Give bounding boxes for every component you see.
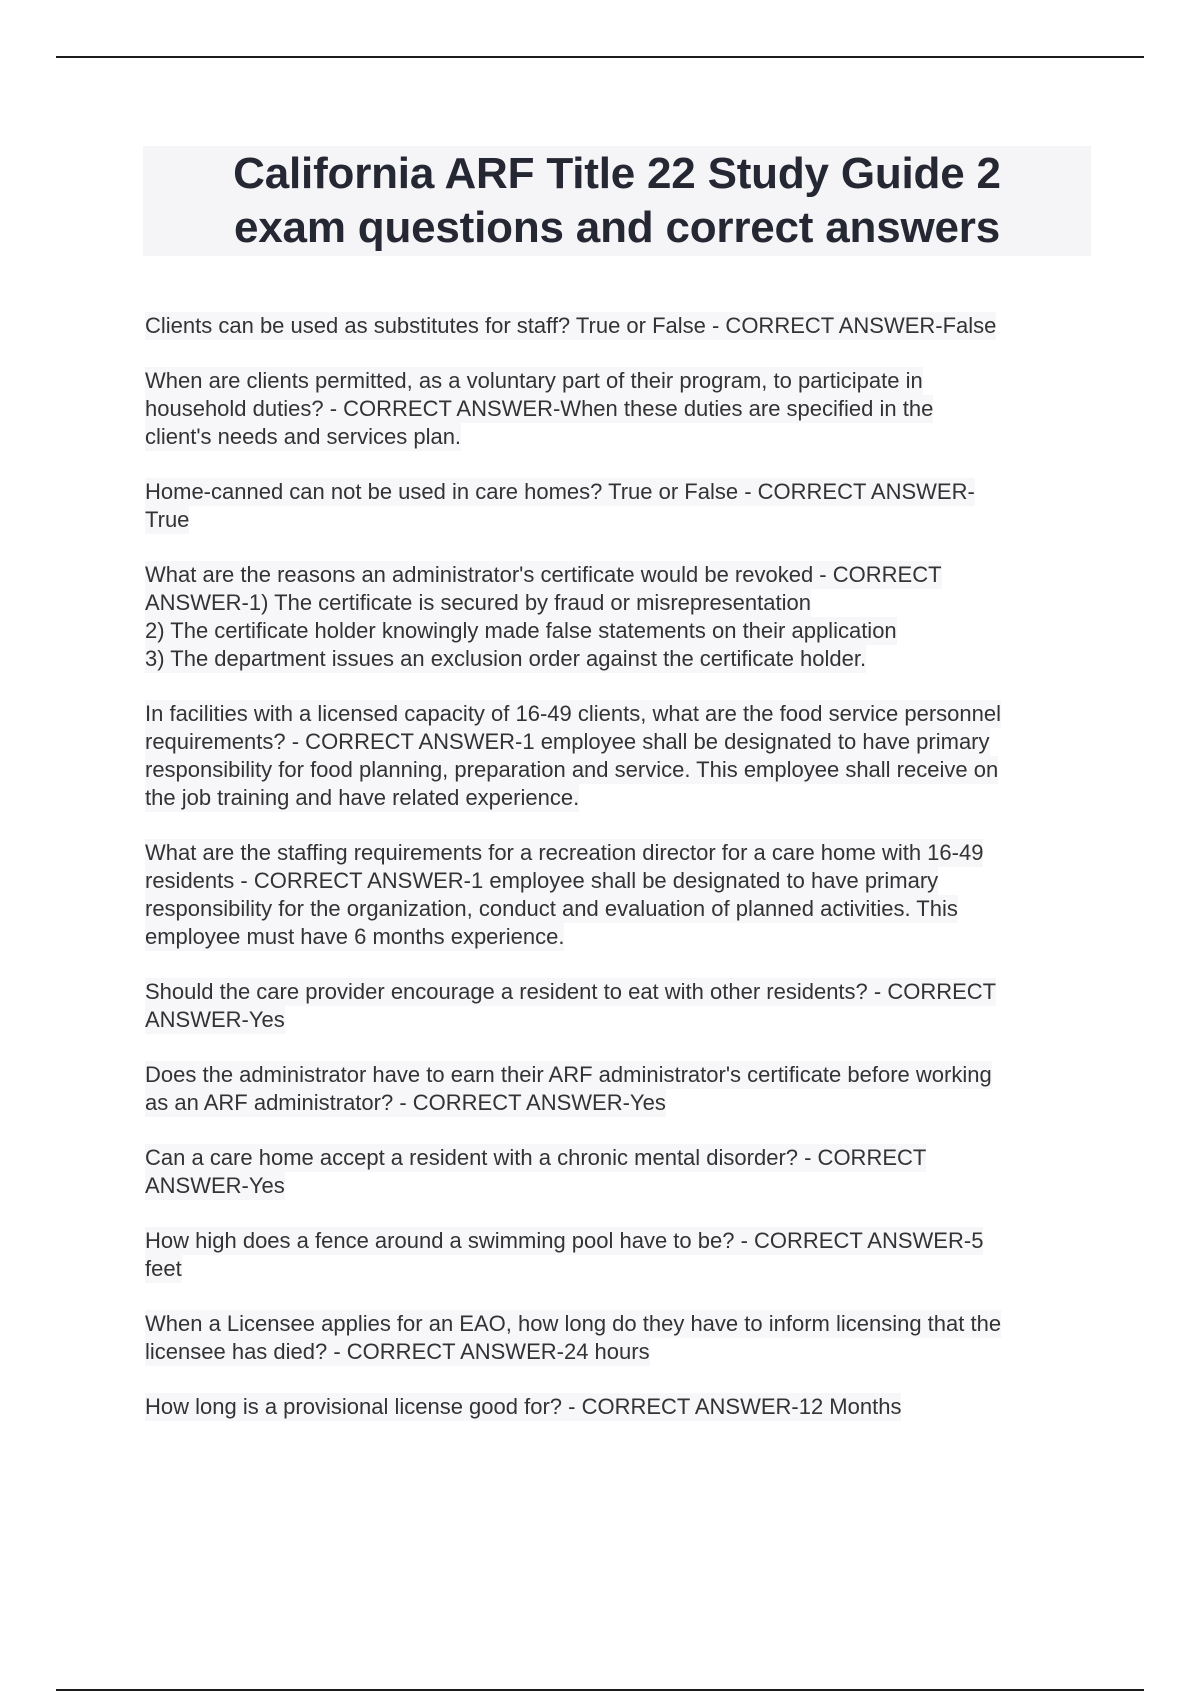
qa-item	[145, 1310, 1097, 1366]
qa-line: Can a care home accept a resident with a chronic mental disorder? - CORRECT	[145, 1145, 927, 1170]
qa-item	[145, 1144, 1097, 1200]
qa-line: licensee has died? - CORRECT ANSWER-24 hours	[145, 1339, 650, 1364]
qa-line: household duties? - CORRECT ANSWER-When these duties are specified in the	[145, 396, 934, 421]
document-title	[233, 147, 1001, 255]
qa-item	[145, 561, 1097, 673]
title-line-2: exam questions and correct answers	[234, 203, 1000, 252]
qa-line: Does the administrator have to earn their ARF administrator's certificate before working	[145, 1062, 992, 1087]
qa-line: client's needs and services plan.	[145, 424, 462, 449]
qa-line: What are the staffing requirements for a recreation director for a care home with 16-49	[145, 840, 984, 865]
qa-line: ANSWER-Yes	[145, 1173, 285, 1198]
qa-line: feet	[145, 1256, 182, 1281]
qa-item	[145, 478, 1097, 534]
qa-line: as an ARF administrator? - CORRECT ANSWER-Yes	[145, 1090, 666, 1115]
qa-line: How long is a provisional license good for? - CORRECT ANSWER-12 Months	[145, 1394, 902, 1419]
qa-item	[145, 1393, 1097, 1421]
qa-line: What are the reasons an administrator's certificate would be revoked - CORRECT	[145, 562, 942, 587]
title-line-1: California ARF Title 22 Study Guide 2	[233, 149, 1001, 198]
qa-line: How high does a fence around a swimming pool have to be? - CORRECT ANSWER-5	[145, 1228, 984, 1253]
qa-line: When a Licensee applies for an EAO, how long do they have to inform licensing that the	[145, 1311, 1002, 1336]
qa-line: Should the care provider encourage a resident to eat with other residents? - CORRECT	[145, 979, 997, 1004]
qa-item	[145, 700, 1097, 812]
qa-line: employee must have 6 months experience.	[145, 924, 565, 949]
qa-item	[145, 1227, 1097, 1283]
qa-line: ANSWER-Yes	[145, 1007, 285, 1032]
bottom-rule	[56, 1689, 1144, 1691]
qa-line: 2) The certificate holder knowingly made false statements on their application	[145, 618, 897, 643]
qa-item	[145, 978, 1097, 1034]
qa-line: ANSWER-1) The certificate is secured by fraud or misrepresentation	[145, 590, 811, 615]
qa-line: requirements? - CORRECT ANSWER-1 employee shall be designated to have primary	[145, 729, 990, 754]
qa-line: residents - CORRECT ANSWER-1 employee shall be designated to have primary	[145, 868, 939, 893]
title-block	[143, 146, 1091, 256]
qa-line: responsibility for food planning, preparation and service. This employee shall receive on	[145, 757, 999, 782]
qa-line: Home-canned can not be used in care homes? True or False - CORRECT ANSWER-	[145, 479, 975, 504]
qa-item	[145, 367, 1097, 451]
qa-list	[145, 312, 1097, 1448]
qa-line: When are clients permitted, as a voluntary part of their program, to participate in	[145, 368, 923, 393]
qa-line: In facilities with a licensed capacity of 16-49 clients, what are the food service personnel	[145, 701, 1002, 726]
qa-line: True	[145, 507, 190, 532]
qa-line: the job training and have related experience.	[145, 785, 580, 810]
qa-item	[145, 1061, 1097, 1117]
qa-line: 3) The department issues an exclusion order against the certificate holder.	[145, 646, 867, 671]
qa-item	[145, 839, 1097, 951]
qa-line: Clients can be used as substitutes for staff? True or False - CORRECT ANSWER-False	[145, 313, 997, 338]
top-rule	[56, 56, 1144, 58]
qa-line: responsibility for the organization, conduct and evaluation of planned activities. This	[145, 896, 958, 921]
qa-item	[145, 312, 1097, 340]
